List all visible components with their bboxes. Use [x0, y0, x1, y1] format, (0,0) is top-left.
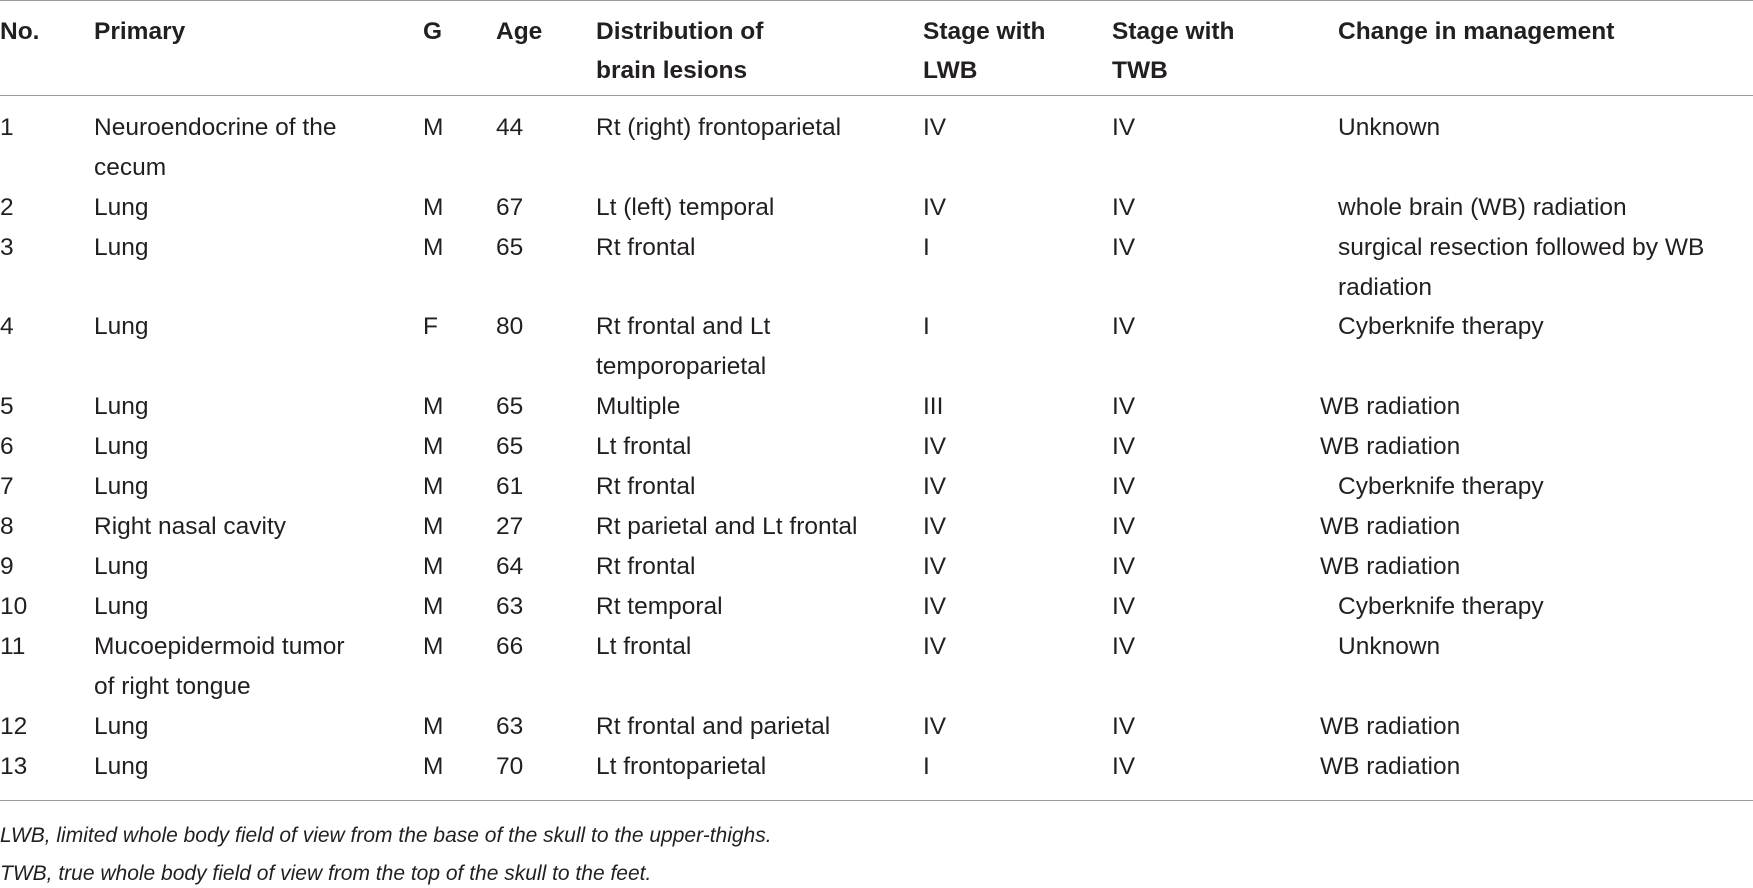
- cell-age: 63: [496, 713, 524, 740]
- cell-age: 65: [496, 234, 524, 261]
- cell-change-in-management: WB radiation: [1320, 753, 1461, 780]
- cell-age: 44: [496, 114, 524, 141]
- cell-gender: M: [423, 473, 444, 500]
- cell-no: 8: [0, 513, 14, 540]
- cell-primary: Lung: [94, 433, 149, 460]
- cell-distribution: Lt frontal: [596, 433, 692, 460]
- cell-stage-twb: IV: [1112, 473, 1136, 500]
- cell-stage-twb: IV: [1112, 234, 1136, 261]
- header-change-in-management: Change in management: [1338, 18, 1615, 45]
- cell-stage-lwb: I: [923, 313, 930, 340]
- cell-no: 9: [0, 553, 14, 580]
- table-header-rule: [0, 95, 1753, 96]
- cell-age: 70: [496, 753, 524, 780]
- header-age: Age: [496, 18, 543, 45]
- cell-stage-twb: IV: [1112, 753, 1136, 780]
- cell-stage-twb: IV: [1112, 114, 1136, 141]
- cell-gender: M: [423, 114, 444, 141]
- cell-no: 11: [0, 633, 26, 660]
- cell-no: 3: [0, 234, 14, 261]
- cell-stage-lwb: I: [923, 753, 930, 780]
- cell-age: 66: [496, 633, 524, 660]
- cell-change-in-management: WB radiation: [1320, 513, 1461, 540]
- cell-primary: Lung: [94, 713, 149, 740]
- cell-stage-lwb: III: [923, 393, 944, 420]
- cell-change-in-management: Cyberknife therapy: [1338, 593, 1544, 620]
- cell-gender: M: [423, 593, 444, 620]
- cell-primary: Right nasal cavity: [94, 513, 287, 540]
- cell-gender: M: [423, 234, 444, 261]
- cell-change-in-management: Cyberknife therapy: [1338, 313, 1544, 340]
- cell-no: 13: [0, 753, 28, 780]
- table-top-rule: [0, 0, 1753, 1]
- cell-primary: Lung: [94, 194, 149, 221]
- cell-no: 7: [0, 473, 14, 500]
- cell-distribution: Rt temporal: [596, 593, 723, 620]
- cell-stage-twb: IV: [1112, 313, 1136, 340]
- cell-distribution: Rt frontal: [596, 234, 696, 261]
- cell-age: 64: [496, 553, 524, 580]
- footnote-twb: TWB, true whole body field of view from the top of the skull to the feet.: [0, 862, 652, 885]
- cell-change-in-management: WB radiation: [1320, 433, 1461, 460]
- cell-primary: Lung: [94, 393, 149, 420]
- cell-stage-lwb: IV: [923, 633, 947, 660]
- cell-age: 65: [496, 433, 524, 460]
- cell-stage-twb: IV: [1112, 393, 1136, 420]
- cell-primary: Lung: [94, 473, 149, 500]
- cell-stage-lwb: IV: [923, 433, 947, 460]
- cell-stage-lwb: IV: [923, 473, 947, 500]
- cell-distribution: Lt frontal: [596, 633, 692, 660]
- cell-age: 63: [496, 593, 524, 620]
- cell-stage-lwb: IV: [923, 593, 947, 620]
- cell-change-in-management: Cyberknife therapy: [1338, 473, 1544, 500]
- cell-gender: M: [423, 194, 444, 221]
- cell-primary: Lung: [94, 593, 149, 620]
- cell-age: 65: [496, 393, 524, 420]
- cell-gender: M: [423, 553, 444, 580]
- header-distribution: Distribution of brain lesions: [596, 18, 764, 84]
- header-stage-lwb: Stage with LWB: [923, 18, 1046, 84]
- header-stage-twb: Stage with TWB: [1112, 18, 1235, 84]
- cell-distribution: Rt frontal: [596, 553, 696, 580]
- cell-distribution: Lt (left) temporal: [596, 194, 775, 221]
- cell-distribution: Rt frontal: [596, 473, 696, 500]
- cell-stage-lwb: I: [923, 234, 930, 261]
- cell-stage-lwb: IV: [923, 713, 947, 740]
- cell-no: 2: [0, 194, 14, 221]
- header-no: No.: [0, 18, 40, 45]
- footnote-lwb: LWB, limited whole body field of view from the base of the skull to the upper-thighs.: [0, 824, 772, 847]
- cell-change-in-management: WB radiation: [1320, 393, 1461, 420]
- cell-gender: M: [423, 713, 444, 740]
- cell-distribution: Multiple: [596, 393, 681, 420]
- header-primary: Primary: [94, 18, 186, 45]
- cell-stage-twb: IV: [1112, 433, 1136, 460]
- cell-primary: Lung: [94, 313, 149, 340]
- cell-stage-lwb: IV: [923, 553, 947, 580]
- table-bottom-rule: [0, 800, 1753, 801]
- cell-stage-twb: IV: [1112, 194, 1136, 221]
- cell-distribution: Rt (right) frontoparietal: [596, 114, 842, 141]
- cell-gender: M: [423, 513, 444, 540]
- cell-distribution: Rt parietal and Lt frontal: [596, 513, 858, 540]
- cell-no: 5: [0, 393, 14, 420]
- cell-stage-twb: IV: [1112, 633, 1136, 660]
- cell-no: 12: [0, 713, 28, 740]
- cell-primary: Neuroendocrine of the cecum: [94, 114, 337, 181]
- cell-distribution: Rt frontal and parietal: [596, 713, 831, 740]
- cell-gender: M: [423, 633, 444, 660]
- cell-no: 6: [0, 433, 14, 460]
- cell-age: 67: [496, 194, 524, 221]
- cell-change-in-management: surgical resection followed by WB radiation: [1338, 234, 1705, 301]
- cell-no: 10: [0, 593, 28, 620]
- cell-distribution: Lt frontoparietal: [596, 753, 767, 780]
- cell-gender: M: [423, 433, 444, 460]
- cell-age: 61: [496, 473, 524, 500]
- cell-stage-twb: IV: [1112, 593, 1136, 620]
- cell-primary: Lung: [94, 753, 149, 780]
- cell-change-in-management: WB radiation: [1320, 713, 1461, 740]
- cell-change-in-management: Unknown: [1338, 114, 1441, 141]
- cell-stage-twb: IV: [1112, 553, 1136, 580]
- cell-stage-twb: IV: [1112, 513, 1136, 540]
- cell-age: 80: [496, 313, 524, 340]
- cell-gender: F: [423, 313, 438, 340]
- cell-primary: Lung: [94, 234, 149, 261]
- header-gender: G: [423, 18, 443, 45]
- cell-primary: Mucoepidermoid tumor of right tongue: [94, 633, 345, 700]
- cell-stage-lwb: IV: [923, 114, 947, 141]
- cell-stage-lwb: IV: [923, 194, 947, 221]
- cell-age: 27: [496, 513, 524, 540]
- cell-no: 1: [0, 114, 14, 141]
- cell-change-in-management: WB radiation: [1320, 553, 1461, 580]
- cell-change-in-management: Unknown: [1338, 633, 1441, 660]
- cell-stage-twb: IV: [1112, 713, 1136, 740]
- cell-stage-lwb: IV: [923, 513, 947, 540]
- cell-primary: Lung: [94, 553, 149, 580]
- cell-no: 4: [0, 313, 14, 340]
- cell-gender: M: [423, 753, 444, 780]
- cell-distribution: Rt frontal and Lt temporoparietal: [596, 313, 771, 380]
- cell-change-in-management: whole brain (WB) radiation: [1338, 194, 1627, 221]
- cell-gender: M: [423, 393, 444, 420]
